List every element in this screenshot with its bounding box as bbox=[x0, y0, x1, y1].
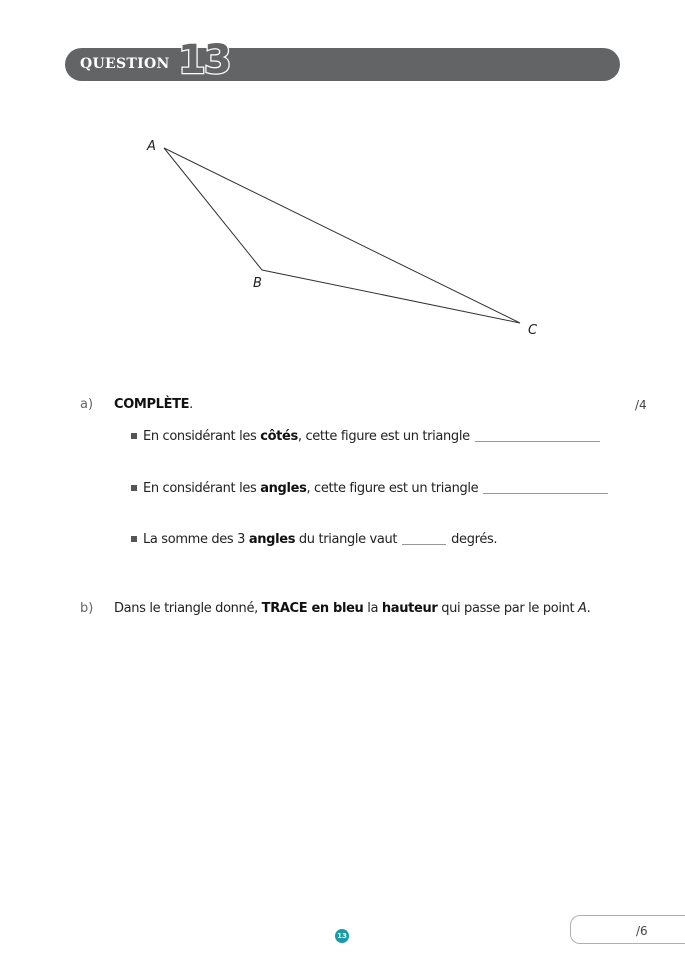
part-a-instruction: COMPLÈTE. bbox=[114, 397, 193, 412]
bullet-icon bbox=[131, 536, 137, 542]
vertex-label-a: A bbox=[147, 139, 156, 154]
answer-blank-degrees[interactable] bbox=[402, 533, 446, 545]
list-item-sides: En considérant les côtés, cette figure est un triangle bbox=[131, 429, 600, 444]
page-number-badge: 13 bbox=[335, 929, 349, 943]
instruction-complete: COMPLÈTE bbox=[114, 397, 190, 412]
answer-blank-angles[interactable] bbox=[483, 482, 608, 494]
list-item-angle-sum: La somme des 3 angles du triangle vaut degrés. bbox=[131, 532, 497, 547]
triangle-abc bbox=[164, 148, 520, 323]
vertex-label-c: C bbox=[528, 323, 538, 338]
answer-blank-sides[interactable] bbox=[475, 430, 600, 442]
total-score: /6 bbox=[636, 924, 648, 938]
question-number: 13 bbox=[178, 37, 230, 83]
total-score-box bbox=[570, 915, 685, 944]
triangle-figure bbox=[0, 0, 685, 400]
bullet-icon bbox=[131, 485, 137, 491]
question-label: QUESTION bbox=[80, 56, 170, 72]
part-b-instruction: Dans le triangle donné, TRACE en bleu la hauteur qui passe par le point A. bbox=[114, 601, 591, 616]
list-item-angles: En considérant les angles, cette figure est un triangle bbox=[131, 481, 608, 496]
part-a-label: a) bbox=[80, 397, 94, 412]
part-b-label: b) bbox=[80, 601, 94, 616]
vertex-label-b: B bbox=[253, 276, 262, 291]
part-a-score: /4 bbox=[635, 398, 647, 412]
bullet-icon bbox=[131, 433, 137, 439]
